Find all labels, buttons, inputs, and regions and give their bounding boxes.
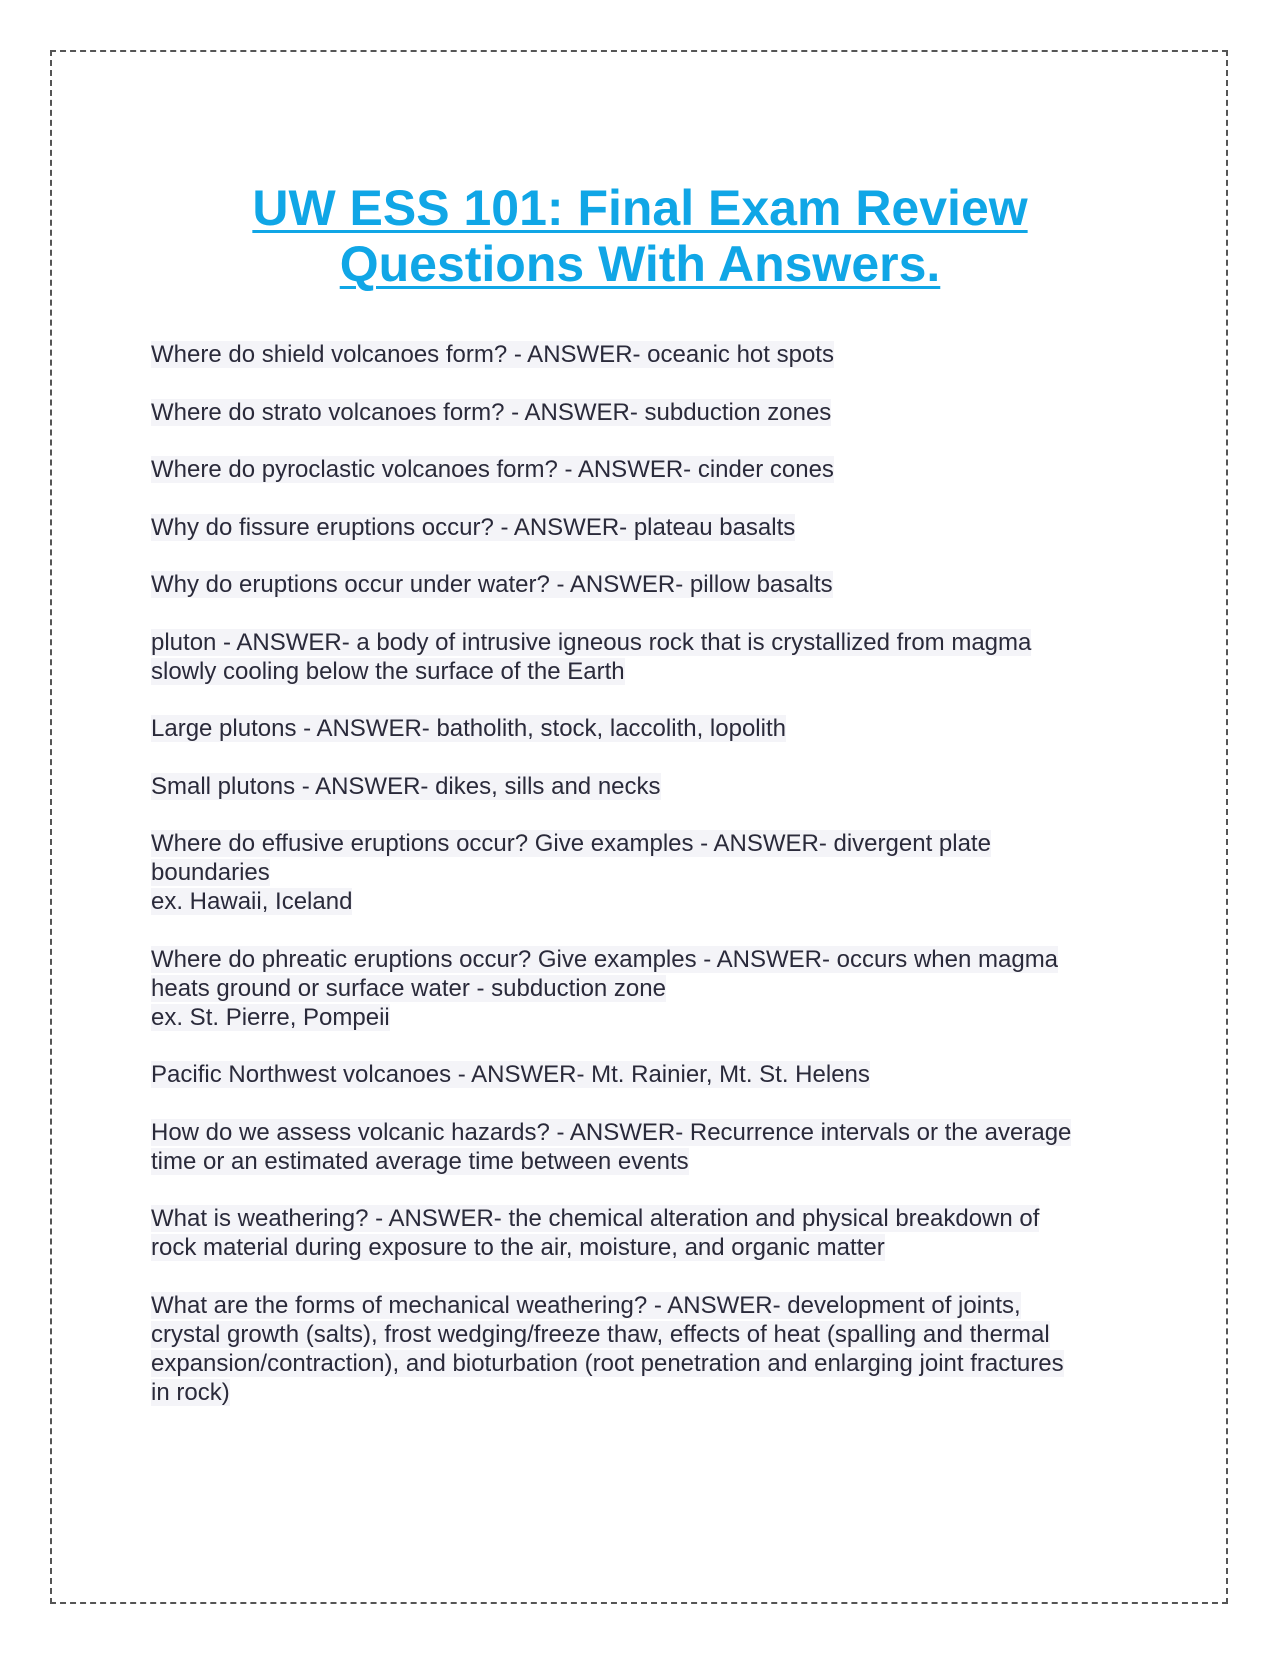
qa-line: Pacific Northwest volcanoes - ANSWER- Mt. Rainier, Mt. St. Helens bbox=[151, 1061, 870, 1088]
qa-line: Large plutons - ANSWER- batholith, stock, laccolith, lopolith bbox=[151, 715, 786, 742]
qa-item bbox=[151, 1291, 1131, 1407]
qa-line: Where do effusive eruptions occur? Give examples - ANSWER- divergent plate bbox=[151, 830, 991, 857]
qa-line: rock material during exposure to the air, moisture, and organic matter bbox=[151, 1234, 885, 1261]
qa-line: Where do shield volcanoes form? - ANSWER- oceanic hot spots bbox=[151, 341, 834, 368]
qa-line: slowly cooling below the surface of the Earth bbox=[151, 657, 625, 685]
qa-line: in rock) bbox=[151, 1378, 230, 1406]
qa-item bbox=[151, 1118, 1131, 1176]
qa-line: time or an estimated average time between events bbox=[151, 1147, 689, 1175]
qa-item bbox=[151, 628, 1131, 686]
qa-item bbox=[151, 513, 1131, 542]
qa-item bbox=[151, 772, 1131, 801]
qa-list bbox=[151, 340, 1131, 1435]
qa-line: heats ground or surface water - subduction zone bbox=[151, 974, 666, 1002]
qa-line: boundaries bbox=[151, 859, 270, 886]
qa-line: Where do pyroclastic volcanoes form? - ANSWER- cinder cones bbox=[151, 456, 834, 483]
qa-item bbox=[151, 714, 1131, 743]
qa-line: pluton - ANSWER- a body of intrusive igneous rock that is crystallized from magma bbox=[151, 628, 1032, 656]
qa-item bbox=[151, 398, 1131, 427]
document-title: UW ESS 101: Final Exam Review Questions With Answers. bbox=[252, 180, 1028, 292]
qa-item bbox=[151, 829, 1131, 916]
qa-line: ex. Hawaii, Iceland bbox=[151, 888, 353, 915]
qa-line: expansion/contraction), and bioturbation (root penetration and enlarging joint fractures bbox=[151, 1349, 1064, 1377]
qa-item bbox=[151, 945, 1131, 1032]
qa-item bbox=[151, 1060, 1131, 1089]
qa-item bbox=[151, 340, 1131, 369]
qa-line: Where do phreatic eruptions occur? Give examples - ANSWER- occurs when magma bbox=[151, 945, 1059, 973]
qa-line: What is weathering? - ANSWER- the chemical alteration and physical breakdown of bbox=[151, 1205, 1040, 1232]
qa-line: Why do fissure eruptions occur? - ANSWER- plateau basalts bbox=[151, 513, 796, 541]
qa-line: Why do eruptions occur under water? - ANSWER- pillow basalts bbox=[151, 571, 833, 598]
qa-line: ex. St. Pierre, Pompeii bbox=[151, 1003, 390, 1031]
qa-line: What are the forms of mechanical weathering? - ANSWER- development of joints, bbox=[151, 1291, 1021, 1319]
qa-item bbox=[151, 455, 1131, 484]
qa-line: How do we assess volcanic hazards? - ANSWER- Recurrence intervals or the average bbox=[151, 1118, 1072, 1146]
qa-line: Where do strato volcanoes form? - ANSWER- subduction zones bbox=[151, 398, 832, 426]
qa-item bbox=[151, 570, 1131, 599]
qa-line: crystal growth (salts), frost wedging/freeze thaw, effects of heat (spalling and thermal bbox=[151, 1320, 1050, 1348]
qa-line: Small plutons - ANSWER- dikes, sills and necks bbox=[151, 772, 661, 800]
qa-item bbox=[151, 1204, 1131, 1262]
